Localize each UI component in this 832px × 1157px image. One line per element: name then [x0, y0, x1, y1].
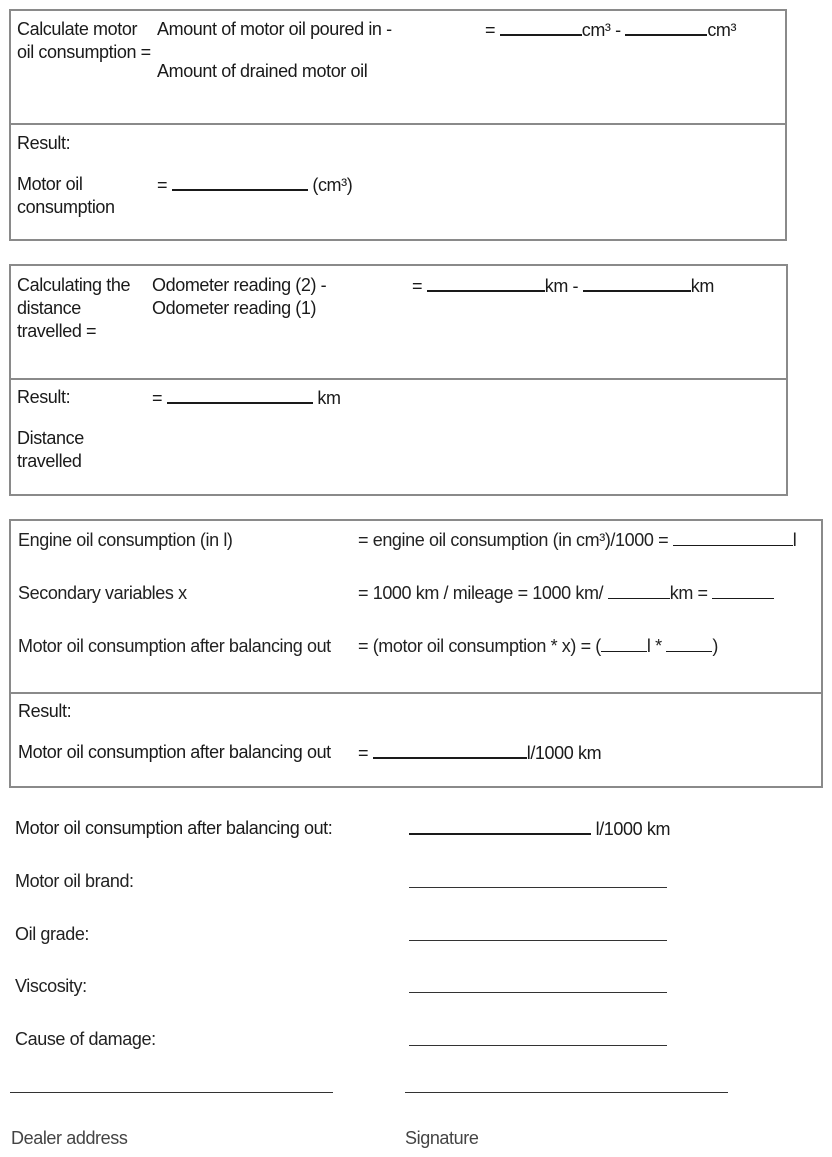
formula-text: = (motor oil consumption * x) = ( — [358, 636, 601, 656]
grade-field[interactable] — [409, 940, 667, 941]
result-label: Result: — [17, 387, 71, 407]
divider — [11, 378, 786, 380]
divider — [11, 692, 821, 694]
brand-label: Motor oil brand: — [15, 871, 134, 891]
dealer-address-label: Dealer address — [11, 1128, 128, 1148]
grade-label: Oil grade: — [15, 924, 90, 944]
unit-km-b: km — [690, 276, 714, 296]
eq-sign: = — [485, 20, 496, 40]
brand-field[interactable] — [409, 887, 667, 888]
result-value — [157, 173, 352, 197]
formula-text: = 1000 km / mileage = 1000 km/ — [358, 583, 604, 603]
close-paren: ) — [712, 636, 718, 656]
poured-blank[interactable] — [500, 18, 582, 36]
distance-blank[interactable] — [167, 386, 313, 404]
oil-consumption-box — [9, 9, 787, 241]
summary-unit: l/1000 km — [595, 819, 671, 839]
km-blank-b[interactable] — [583, 274, 691, 292]
dealer-address-line[interactable] — [10, 1092, 333, 1093]
summary-consumption-blank[interactable] — [409, 817, 591, 835]
unit-cm3-a: cm³ - — [581, 20, 621, 40]
oil-formula-blanks — [485, 18, 736, 42]
result-value — [358, 741, 601, 765]
formula-text: = engine oil consumption (in cm³)/1000 = — [358, 530, 669, 550]
viscosity-label: Viscosity: — [15, 976, 87, 996]
row3-formula — [358, 635, 718, 658]
divider — [11, 123, 785, 125]
row2-label: Secondary variables x — [18, 583, 187, 603]
eq-sign: = — [412, 276, 423, 296]
unit-km-a: km - — [544, 276, 579, 296]
eq-sign: = — [157, 175, 168, 195]
row1-label: Engine oil consumption (in l) — [18, 530, 233, 550]
row1-formula — [358, 529, 796, 552]
distance-formula-blanks — [412, 274, 714, 298]
result-name: Motor oil consumption after balancing out — [18, 742, 331, 762]
eq-sign: = — [358, 743, 369, 763]
unit-km: km = — [669, 583, 708, 603]
signature-label: Signature — [405, 1128, 479, 1148]
balancing-box — [9, 519, 823, 788]
result-label: Result: — [18, 701, 72, 721]
result-value — [152, 386, 341, 410]
row3-label: Motor oil consumption after balancing out — [18, 636, 331, 656]
viscosity-field[interactable] — [409, 992, 667, 993]
result-name: Distance travelled — [17, 428, 84, 471]
formula-drained: Amount of drained motor oil — [157, 61, 368, 81]
consumption-blank[interactable] — [172, 173, 308, 191]
odometer-1: Odometer reading (1) — [152, 298, 317, 318]
unit-cm3-b: cm³ — [707, 20, 737, 40]
calc-distance-label: Calculating the distance travelled = — [17, 275, 131, 341]
signature-line[interactable] — [405, 1092, 728, 1093]
summary-consumption-value — [409, 817, 670, 841]
result-unit: km — [317, 388, 341, 408]
consumption-l-blank[interactable] — [601, 635, 647, 652]
summary-consumption-label: Motor oil consumption after balancing out: — [15, 818, 333, 838]
calc-oil-label: Calculate motor oil consumption = — [17, 19, 151, 62]
row2-formula — [358, 582, 774, 605]
unit-l-times: l * — [646, 636, 662, 656]
formula-poured: Amount of motor oil poured in - — [157, 19, 392, 39]
result-name: Motor oil consumption — [17, 174, 115, 217]
balanced-blank[interactable] — [373, 741, 527, 759]
cause-label: Cause of damage: — [15, 1029, 156, 1049]
cause-field[interactable] — [409, 1045, 667, 1046]
result-unit: (cm³) — [312, 175, 353, 195]
eq-sign: = — [152, 388, 163, 408]
distance-box — [9, 264, 788, 496]
odometer-2: Odometer reading (2) - — [152, 275, 327, 295]
unit-l: l — [792, 530, 797, 550]
mileage-blank[interactable] — [608, 582, 670, 599]
km-blank-a[interactable] — [427, 274, 545, 292]
result-label: Result: — [17, 133, 71, 153]
liters-blank[interactable] — [673, 529, 793, 546]
result-unit: l/1000 km — [526, 743, 602, 763]
drained-blank[interactable] — [625, 18, 707, 36]
x-blank[interactable] — [712, 582, 774, 599]
x-value-blank[interactable] — [666, 635, 712, 652]
